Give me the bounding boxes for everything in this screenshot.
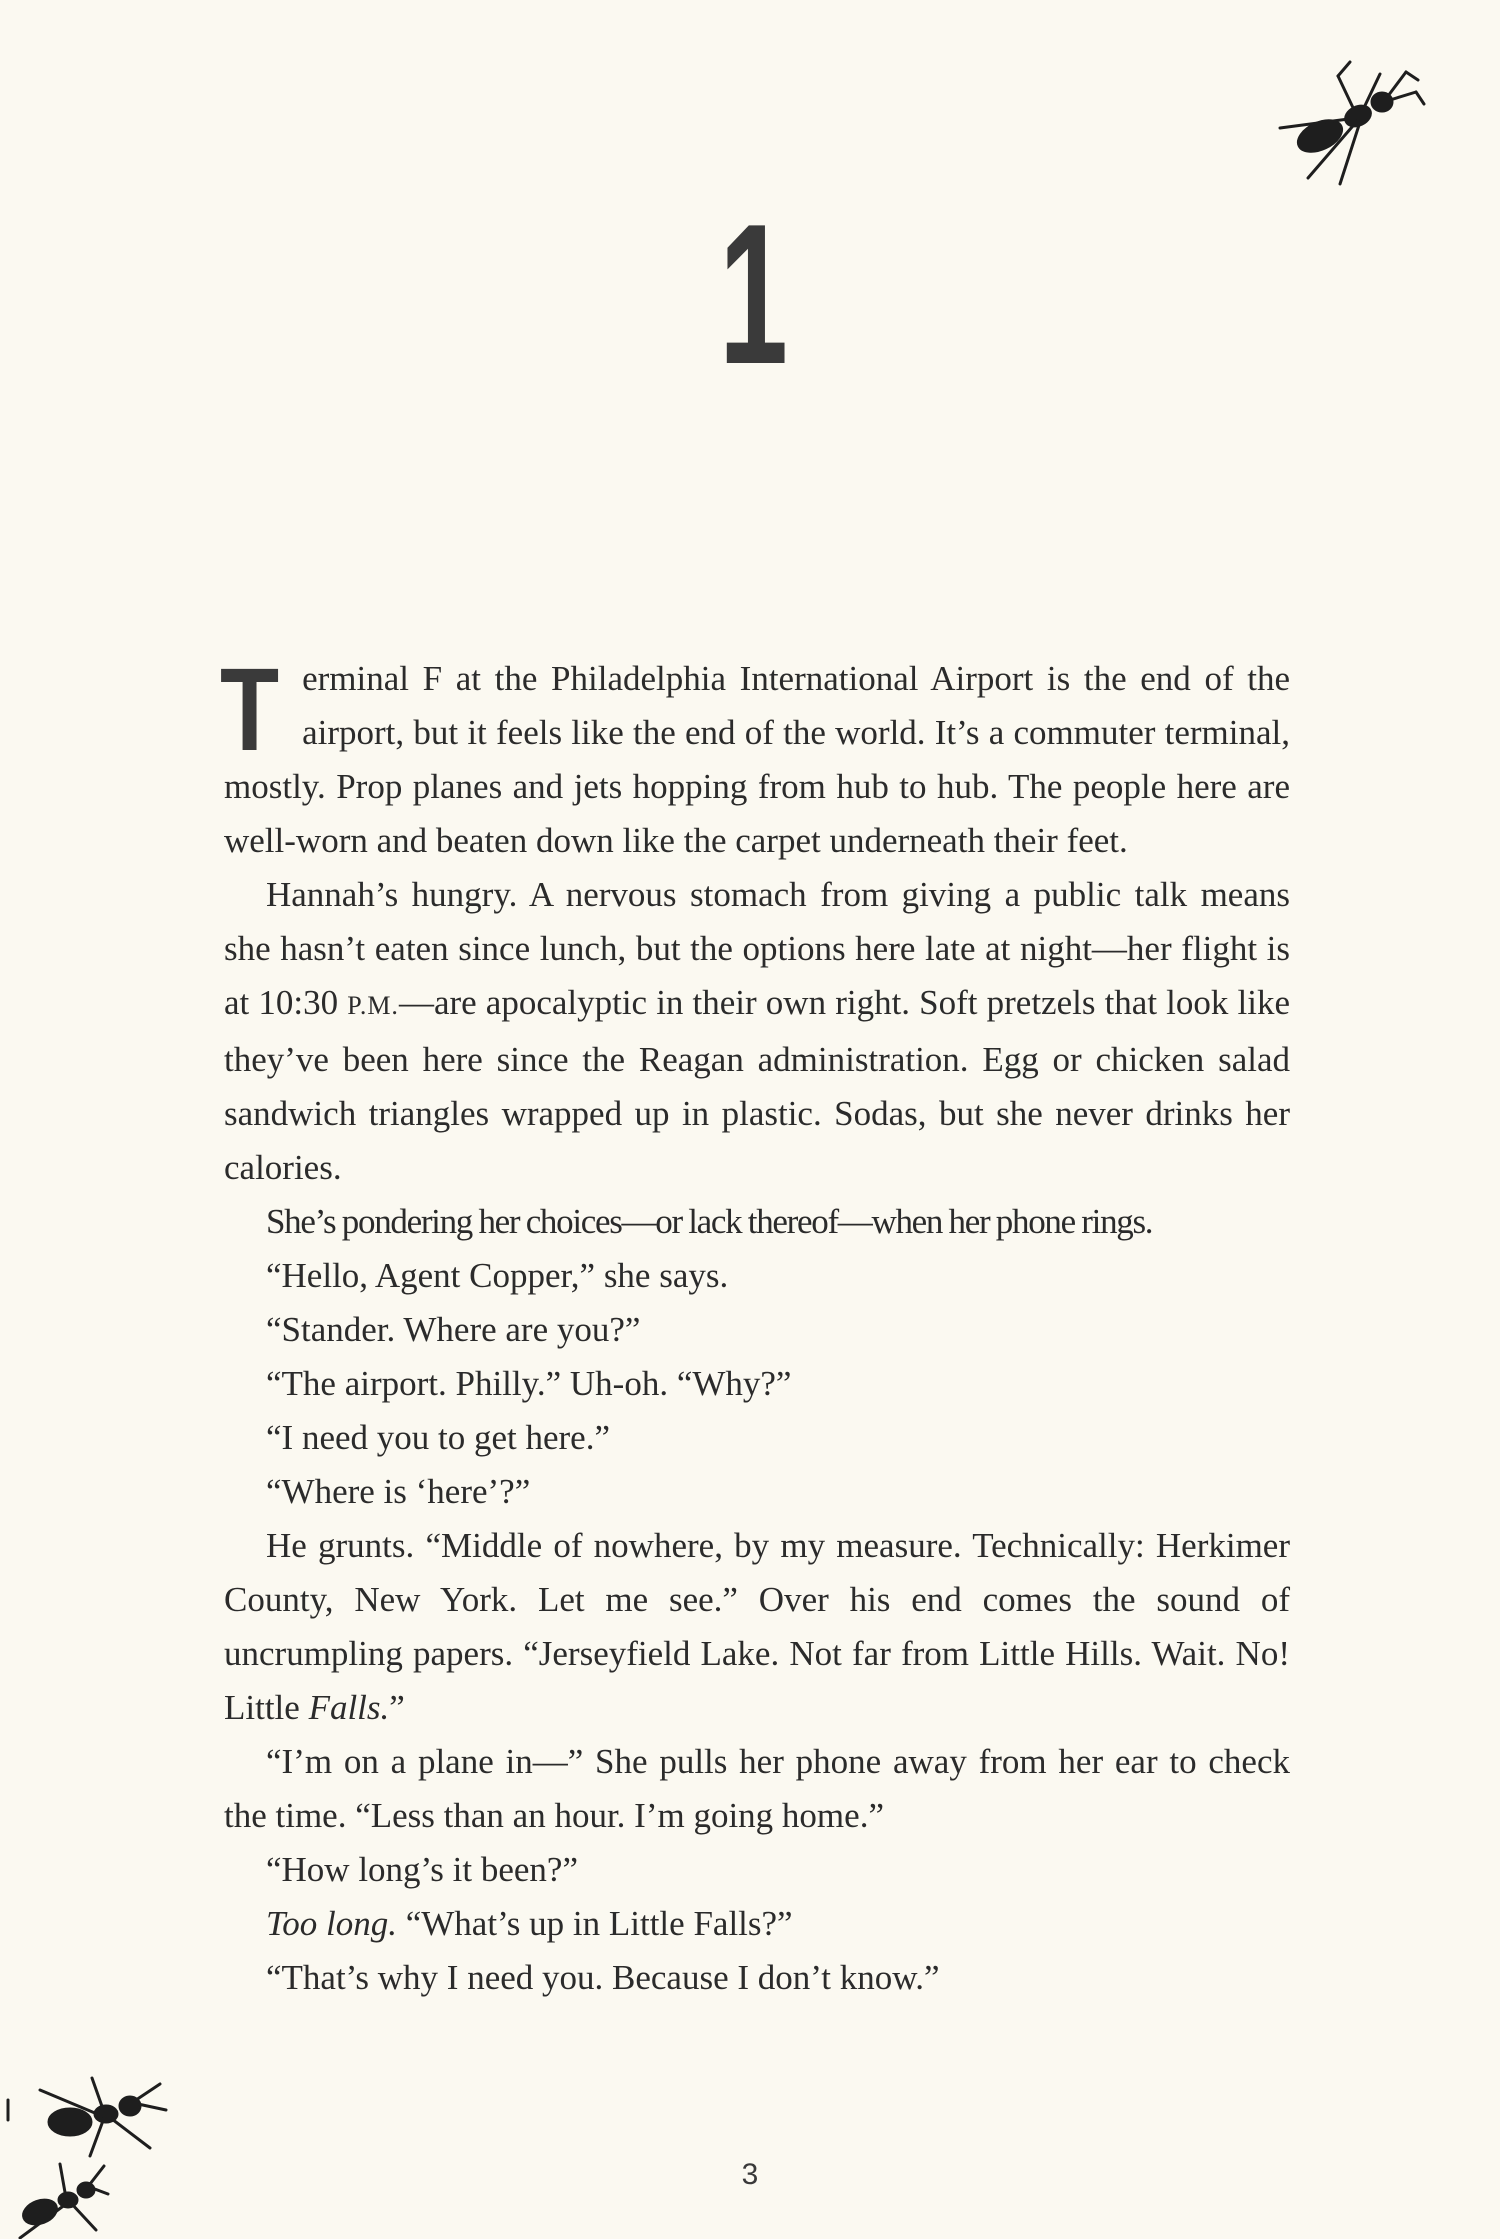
page-number: 3 [741,2158,759,2191]
paragraph: Terminal F at the Philadelphia International Airport is the end of the airport, but it feels like the end of the world. It’s a commuter terminal, mostly. Prop planes and jets hopping from hub to hub. The people here are well-worn and beaten down like the carpet underneath their feet. [220,644,1290,860]
paragraph: “I need you to get here.” [266,1418,611,1457]
paragraph: “That’s why I need you. Because I don’t know.” [266,1958,940,1997]
ant-icon [0,2160,110,2239]
paragraph: “The airport. Philly.” Uh-oh. “Why?” [266,1364,792,1403]
paragraph: He grunts. “Middle of nowhere, by my measure. Technically: Herkimer County, New York. Let me see.” Over his end comes the sound of uncrumpling papers. “Jerseyfield Lake. Not far from Little Hills. Wait. No! Little Falls.” [224,1526,1290,1727]
paragraph: “Hello, Agent Copper,” she says. [266,1256,729,1295]
ant-icon [0,2070,170,2160]
paragraph: “I’m on a plane in—” She pulls her phone away from her ear to check the time. “Less than an hour. I’m going home.” [224,1742,1290,1835]
paragraph: “Where is ‘here’?” [266,1472,531,1511]
paragraph: “Stander. Where are you?” [266,1310,641,1349]
body-text [220,644,1291,2005]
paragraph: She’s pondering her choices—or lack thereof—when her phone rings. [266,1202,1153,1241]
chapter-number: 1 [719,183,786,406]
paragraph: Too long. “What’s up in Little Falls?” [266,1904,793,1943]
drop-cap: T [220,644,280,776]
ant-icon [1278,58,1428,188]
paragraph: Hannah’s hungry. A nervous stomach from giving a public talk means she hasn’t eaten since lunch, but the options here late at night—her flight is at 10:30 P.M.—are apocalyptic in their own right. Soft pretzels that look like they’ve been here since the Reagan administration. Egg or chicken salad sandwich triangles wrapped up in plastic. Sodas, but she never drinks her calories. [224,875,1291,1187]
paragraph: “How long’s it been?” [266,1850,578,1889]
